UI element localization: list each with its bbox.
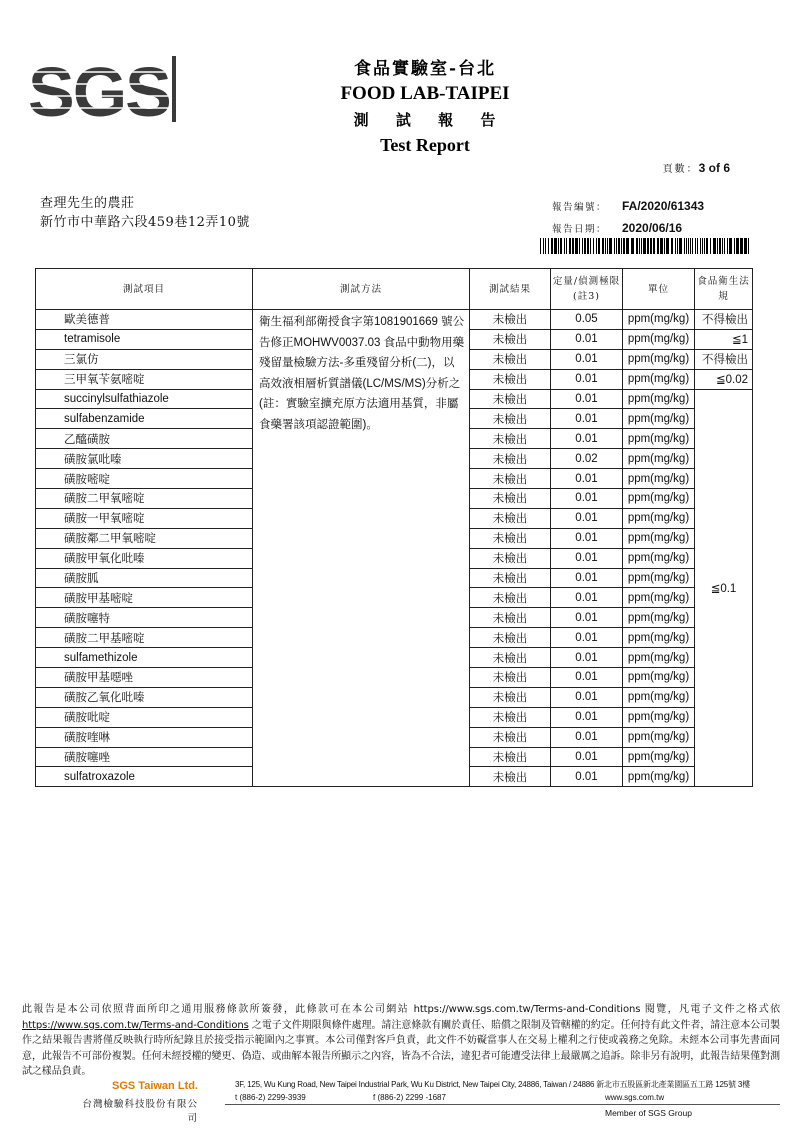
website[interactable]: www.sgs.com.tw: [605, 1093, 665, 1102]
report-meta: [552, 196, 704, 240]
fax-number: f (886-2) 2299 -1687: [373, 1093, 446, 1102]
page-number-value: 3 of 6: [698, 161, 730, 175]
detection-limit: 0.01: [551, 727, 623, 747]
detection-limit: 0.01: [551, 568, 623, 588]
detection-limit: 0.05: [551, 310, 623, 330]
detection-limit: 0.01: [551, 369, 623, 389]
header-limit: 食品衛生法規: [695, 269, 753, 310]
footer-divider: [225, 1104, 780, 1105]
unit: ppm(mg/kg): [623, 727, 695, 747]
barcode: [540, 238, 752, 254]
test-result: 未檢出: [470, 588, 551, 608]
test-item: 三氯仿: [36, 349, 253, 369]
results-table: [35, 268, 753, 787]
test-result: 未檢出: [470, 349, 551, 369]
client-address: 新竹市中華路六段459巷12弄10號: [40, 215, 250, 230]
test-result: 未檢出: [470, 329, 551, 349]
header-loq: 定量/偵測極限(註3): [551, 269, 623, 310]
client-block: [40, 194, 250, 232]
unit: ppm(mg/kg): [623, 409, 695, 429]
test-item: 磺胺甲基嘧啶: [36, 588, 253, 608]
company-name-en: SGS Taiwan Ltd.: [112, 1080, 198, 1092]
page-number: [663, 160, 730, 175]
test-result: 未檢出: [470, 687, 551, 707]
header-method: 測試方法: [253, 269, 470, 310]
test-item: 磺胺氯吡嗪: [36, 449, 253, 469]
unit: ppm(mg/kg): [623, 747, 695, 767]
unit: ppm(mg/kg): [623, 369, 695, 389]
regulation-limit-merged: ≦0.1: [695, 389, 753, 787]
unit: ppm(mg/kg): [623, 449, 695, 469]
unit: ppm(mg/kg): [623, 489, 695, 509]
test-result: 未檢出: [470, 489, 551, 509]
test-item: 磺胺胍: [36, 568, 253, 588]
report-date-label: 報告日期：: [552, 224, 608, 235]
disclaimer-part-3: 之電子文件期限與條件處理。請注意條款有關於責任、賠償之限制及管轄權的約定。任何持有此文件者，請注意本公司製作之結果報告書將僅反映執行時所紀錄且於接受指示範圍內之事實。本公司僅對客戶負責，此文件不妨礙當事人在交易上權利之行使或義務之免除。未經本公司事先書面同意，此報告不可部份複製。任何未經授權的變更、偽造、或曲解本報告所顯示之內容，皆為不合法，違犯者可能遭受法律上最嚴厲之追訴。除非另有說明，此報告結果僅對測試之樣品負責。: [22, 1019, 780, 1077]
test-result: 未檢出: [470, 707, 551, 727]
test-item: 磺胺喹啉: [36, 727, 253, 747]
detection-limit: 0.01: [551, 508, 623, 528]
phone-number: t (886-2) 2299-3939: [235, 1093, 306, 1102]
unit: ppm(mg/kg): [623, 528, 695, 548]
test-item: 歐美德普: [36, 310, 253, 330]
test-result: 未檢出: [470, 568, 551, 588]
test-result: 未檢出: [470, 767, 551, 787]
disclaimer: [22, 1002, 780, 1080]
address-line: 3F, 125, Wu Kung Road, New Taipei Industrial Park, Wu Ku District, New Taipei City, 24886, Taiwan / 24886 新北市五股區新北產業園區五工路 125號 3樓: [235, 1080, 750, 1089]
unit: ppm(mg/kg): [623, 329, 695, 349]
test-item: 三甲氧苄氨嘧啶: [36, 369, 253, 389]
unit: ppm(mg/kg): [623, 767, 695, 787]
unit: ppm(mg/kg): [623, 707, 695, 727]
test-item: tetramisole: [36, 329, 253, 349]
test-result: 未檢出: [470, 747, 551, 767]
report-title-zh: 測 試 報 告: [353, 111, 507, 129]
detection-limit: 0.01: [551, 707, 623, 727]
unit: ppm(mg/kg): [623, 687, 695, 707]
test-item: 磺胺甲基噁唑: [36, 668, 253, 688]
report-date: 2020/06/16: [622, 221, 683, 235]
lab-name-zh: 食品實驗室-台北: [353, 59, 497, 79]
company-block: [78, 1080, 198, 1124]
detection-limit: 0.01: [551, 628, 623, 648]
unit: ppm(mg/kg): [623, 429, 695, 449]
test-result: 未檢出: [470, 668, 551, 688]
detection-limit: 0.01: [551, 409, 623, 429]
detection-limit: 0.01: [551, 469, 623, 489]
test-result: 未檢出: [470, 548, 551, 568]
unit: ppm(mg/kg): [623, 389, 695, 409]
detection-limit: 0.01: [551, 349, 623, 369]
test-result: 未檢出: [470, 429, 551, 449]
unit: ppm(mg/kg): [623, 648, 695, 668]
test-item: 磺胺一甲氧嘧啶: [36, 508, 253, 528]
unit: ppm(mg/kg): [623, 548, 695, 568]
terms-link-2[interactable]: https://www.sgs.com.tw/Terms-and-Conditions: [22, 1019, 249, 1031]
test-result: 未檢出: [470, 310, 551, 330]
unit: ppm(mg/kg): [623, 668, 695, 688]
disclaimer-part-1: 此報告是本公司依照背面所印之通用服務條款所簽發，此條款可在本公司網站: [22, 1004, 414, 1015]
test-item: 磺胺二甲基嘧啶: [36, 628, 253, 648]
test-result: 未檢出: [470, 727, 551, 747]
test-result: 未檢出: [470, 528, 551, 548]
test-item: sulfabenzamide: [36, 409, 253, 429]
detection-limit: 0.01: [551, 528, 623, 548]
report-no: FA/2020/61343: [622, 199, 705, 213]
lab-header: [280, 58, 570, 156]
detection-limit: 0.01: [551, 429, 623, 449]
test-item: sulfamethizole: [36, 648, 253, 668]
test-method: 衛生福利部衛授食字第1081901669 號公告修正MOHWV0037.03 食品中動物用藥殘留量檢驗方法-多重殘留分析(二)，以高效液相層析質譜儀(LC/MS/MS)分析之(註：實驗室擴充原方法適用基質，非屬食藥署該項認證範圍)。: [253, 310, 470, 787]
header-result: 測試結果: [470, 269, 551, 310]
test-item: 磺胺乙氧化吡嗪: [36, 687, 253, 707]
unit: ppm(mg/kg): [623, 588, 695, 608]
test-item: 磺胺嘧啶: [36, 469, 253, 489]
test-result: 未檢出: [470, 608, 551, 628]
unit: ppm(mg/kg): [623, 310, 695, 330]
unit: ppm(mg/kg): [623, 349, 695, 369]
test-result: 未檢出: [470, 449, 551, 469]
regulation-limit: 不得檢出: [695, 310, 753, 330]
test-item: 磺胺二甲氧嘧啶: [36, 489, 253, 509]
test-item: 磺胺噻特: [36, 608, 253, 628]
company-name-zh: 台灣檢驗科技股份有限公司: [82, 1099, 198, 1124]
detection-limit: 0.01: [551, 329, 623, 349]
detection-limit: 0.01: [551, 767, 623, 787]
test-result: 未檢出: [470, 469, 551, 489]
test-item: 磺胺噻唑: [36, 747, 253, 767]
detection-limit: 0.01: [551, 489, 623, 509]
table-row: [36, 310, 753, 330]
disclaimer-part-2: 閱覽，凡電子文件之格式依: [640, 1004, 780, 1015]
test-item: succinylsulfathiazole: [36, 389, 253, 409]
header-item: 測試項目: [36, 269, 253, 310]
unit: ppm(mg/kg): [623, 568, 695, 588]
unit: ppm(mg/kg): [623, 469, 695, 489]
detection-limit: 0.02: [551, 449, 623, 469]
test-item: 磺胺鄰二甲氧嘧啶: [36, 528, 253, 548]
client-name: 查理先生的農莊: [40, 196, 135, 211]
regulation-limit: 不得檢出: [695, 349, 753, 369]
regulation-limit: ≦0.02: [695, 369, 753, 389]
detection-limit: 0.01: [551, 389, 623, 409]
test-result: 未檢出: [470, 409, 551, 429]
test-result: 未檢出: [470, 648, 551, 668]
test-item: 磺胺甲氧化吡嗪: [36, 548, 253, 568]
unit: ppm(mg/kg): [623, 628, 695, 648]
test-result: 未檢出: [470, 628, 551, 648]
page-number-label: 頁數：: [662, 164, 699, 175]
company-address: [235, 1079, 755, 1105]
test-result: 未檢出: [470, 369, 551, 389]
test-result: 未檢出: [470, 508, 551, 528]
terms-link-1[interactable]: https://www.sgs.com.tw/Terms-and-Conditions: [413, 1004, 641, 1015]
test-item: 乙醯磺胺: [36, 429, 253, 449]
logo-text: SGS: [28, 56, 170, 122]
regulation-limit: ≦1: [695, 329, 753, 349]
table-header-row: [36, 269, 753, 310]
detection-limit: 0.01: [551, 608, 623, 628]
sgs-logo: [26, 56, 178, 122]
header-unit: 單位: [623, 269, 695, 310]
detection-limit: 0.01: [551, 747, 623, 767]
test-item: sulfatroxazole: [36, 767, 253, 787]
detection-limit: 0.01: [551, 588, 623, 608]
report-title-en: Test Report: [380, 135, 470, 155]
lab-name-en: FOOD LAB-TAIPEI: [340, 83, 510, 104]
test-item: 磺胺吡啶: [36, 707, 253, 727]
unit: ppm(mg/kg): [623, 608, 695, 628]
test-result: 未檢出: [470, 389, 551, 409]
member-of-group: Member of SGS Group: [605, 1108, 692, 1118]
detection-limit: 0.01: [551, 687, 623, 707]
detection-limit: 0.01: [551, 548, 623, 568]
detection-limit: 0.01: [551, 648, 623, 668]
report-no-label: 報告編號：: [552, 202, 608, 213]
detection-limit: 0.01: [551, 668, 623, 688]
unit: ppm(mg/kg): [623, 508, 695, 528]
